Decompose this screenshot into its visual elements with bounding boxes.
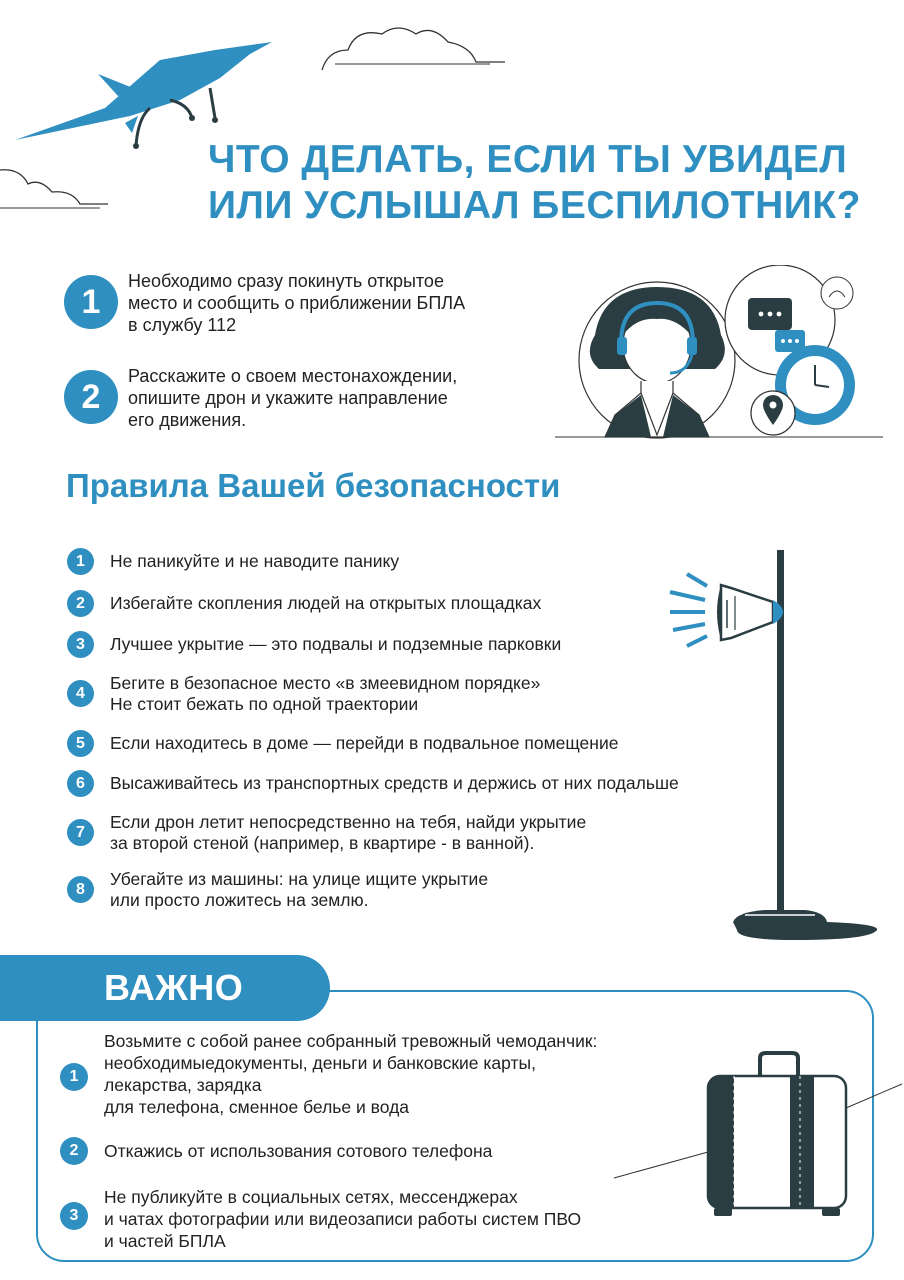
drone-icon bbox=[10, 38, 275, 153]
rule-number-8: 8 bbox=[67, 876, 94, 903]
step-number-1: 1 bbox=[64, 275, 118, 329]
rule-text-2: Избегайте скопления людей на открытых площадках bbox=[110, 593, 542, 613]
safety-rules-title: Правила Вашей безопасности bbox=[66, 467, 561, 504]
page-title-line2: ИЛИ УСЛЫШАЛ БЕСПИЛОТНИК? bbox=[208, 184, 861, 227]
rule-number-7: 7 bbox=[67, 819, 94, 846]
important-number-1: 1 bbox=[60, 1063, 88, 1091]
rule-number-6: 6 bbox=[67, 770, 94, 797]
rule-number-1: 1 bbox=[67, 548, 94, 575]
rule-number-5: 5 bbox=[67, 730, 94, 757]
page-title-line1: ЧТО ДЕЛАТЬ, ЕСЛИ ТЫ УВИДЕЛ bbox=[208, 138, 848, 181]
important-number-3: 3 bbox=[60, 1202, 88, 1230]
important-title: ВАЖНО bbox=[104, 967, 244, 1008]
rule-text-5: Если находитесь в доме — перейди в подвальное помещение bbox=[110, 733, 619, 753]
rule-text-7: Если дрон летит непосредственно на тебя, найди укрытие за второй стеной (например, в квартире - в ванной). bbox=[110, 812, 587, 853]
cloud-icon bbox=[0, 162, 110, 214]
important-text-2: Откажись от использования сотового телефона bbox=[104, 1141, 493, 1161]
cloud-icon bbox=[320, 20, 510, 75]
rule-text-3: Лучшее укрытие — это подвалы и подземные парковки bbox=[110, 634, 562, 654]
step-text-2: Расскажите о своем местонахождении, опишите дрон и укажите направление его движения. bbox=[128, 366, 458, 430]
rule-text-6: Высаживайтесь из транспортных средств и держись от них подальше bbox=[110, 773, 679, 793]
important-number-2: 2 bbox=[60, 1137, 88, 1165]
important-text-3: Не публикуйте в социальных сетях, мессенджерах и чатах фотографии или видеозаписи работы систем ПВО и частей БПЛА bbox=[104, 1187, 582, 1251]
operator-icon bbox=[545, 265, 885, 450]
rule-text-8: Убегайте из машины: на улице ищите укрытие или просто ложитесь на землю. bbox=[110, 869, 489, 910]
important-tab bbox=[0, 955, 330, 1021]
megaphone-icon bbox=[665, 550, 890, 945]
rule-number-2: 2 bbox=[67, 590, 94, 617]
rule-text-1: Не паникуйте и не наводите панику bbox=[110, 551, 400, 571]
important-text-1: Возьмите с собой ранее собранный тревожный чемоданчик: необходимыедокументы, деньги и банковские карты, лекарства, зарядка для телефона, сменное белье и вода bbox=[104, 1031, 598, 1117]
location-pin-icon bbox=[751, 391, 795, 435]
rule-text-4: Бегите в безопасное место «в змеевидном порядке» Не стоит бежать по одной траектории bbox=[110, 673, 541, 714]
step-number-2: 2 bbox=[64, 370, 118, 424]
suitcase-icon bbox=[610, 1050, 904, 1225]
step-text-1: Необходимо сразу покинуть открытое место и сообщить о приближении БПЛА в службу 112 bbox=[128, 271, 466, 335]
rule-number-4: 4 bbox=[67, 680, 94, 707]
rule-number-3: 3 bbox=[67, 631, 94, 658]
